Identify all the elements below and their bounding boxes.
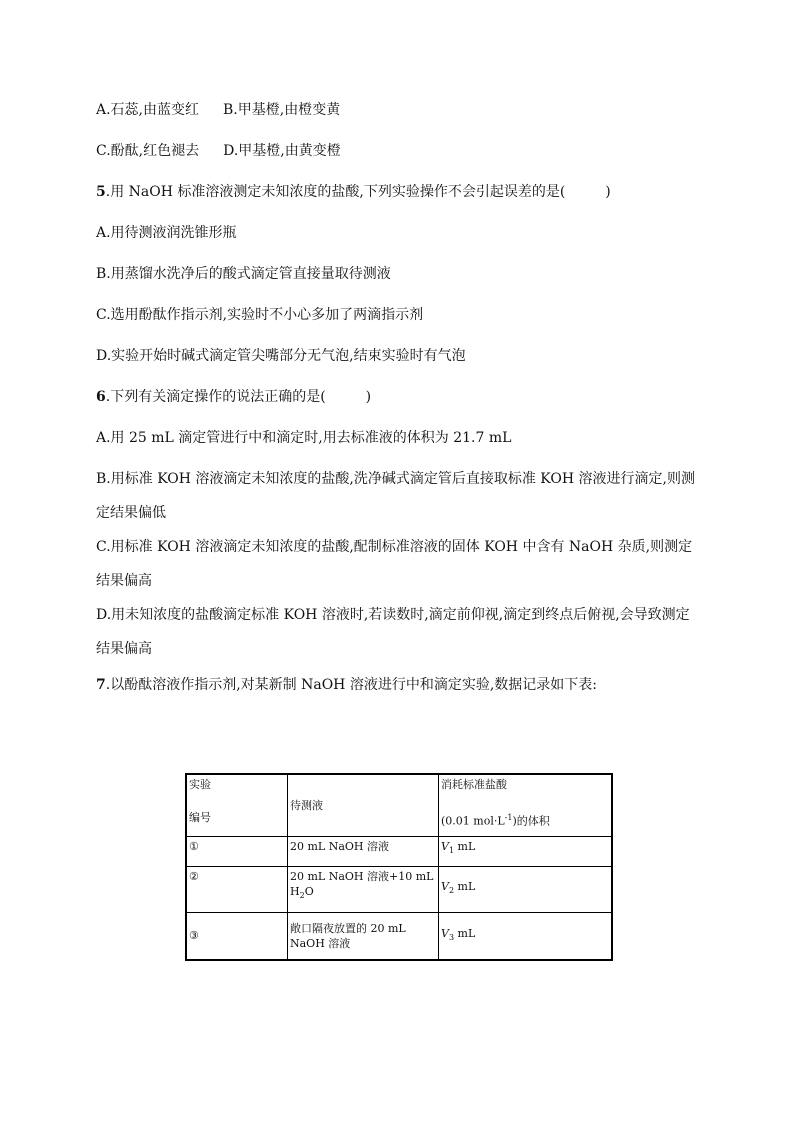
q4-option-c: C.酚酞,红色褪去: [96, 143, 200, 159]
header-acid-unit-sup: -1: [504, 813, 513, 822]
row-2-var: V: [441, 880, 449, 894]
row-1-var: V: [441, 839, 449, 853]
header-acid-volume: [439, 774, 613, 836]
q5-close-paren: ): [605, 184, 611, 200]
header-acid-line2: [441, 810, 609, 829]
header-experiment-line1: 实验: [189, 778, 211, 791]
q4-option-b: B.甲基橙,由橙变黄: [223, 102, 341, 118]
row-3-unit: mL: [454, 927, 476, 941]
row-2-liquid-line1: 20 mL NaOH 溶液+10 mL: [290, 869, 434, 883]
q6-number: 6: [96, 389, 106, 405]
row-2-volume: [439, 866, 613, 912]
header-experiment-number: [186, 774, 288, 836]
q6-stem: [96, 387, 371, 407]
q5-option-a: A.用待测液润洗锥形瓶: [96, 225, 237, 241]
header-test-liquid-text: 待测液: [290, 798, 323, 812]
row-3-liquid-line2: NaOH 溶液: [290, 936, 351, 950]
q5-stem: [96, 182, 611, 202]
table-row: [186, 866, 612, 912]
q5-option-c: C.选用酚酞作指示剂,实验时不小心多加了两滴指示剂: [96, 307, 424, 323]
row-2-liquid: [288, 866, 439, 912]
row-3-volume: [439, 912, 613, 960]
row-1-id: ①: [186, 836, 288, 866]
row-2-o: O: [304, 884, 314, 898]
table-row: [186, 836, 612, 866]
table-header-row: [186, 774, 612, 836]
header-acid-unit-pre: (0.01 mol·L: [441, 814, 505, 828]
table-row: [186, 912, 612, 960]
row-1-volume: [439, 836, 613, 866]
row-2-unit: mL: [454, 880, 476, 894]
row-1-unit: mL: [454, 839, 476, 853]
header-experiment-line2: 编号: [189, 811, 211, 824]
row-2-h2o-sub: 2: [299, 890, 305, 900]
q5-number: 5: [96, 184, 106, 200]
row-3-var: V: [441, 927, 449, 941]
header-test-liquid: [288, 774, 439, 836]
row-3-liquid-line1: 敞口隔夜放置的 20 mL: [290, 921, 406, 935]
row-1-liquid: 20 mL NaOH 溶液: [288, 836, 439, 866]
row-2-h: H: [290, 884, 300, 898]
row-2-liquid-line2: [290, 884, 436, 903]
q7-number: 7: [96, 677, 106, 693]
row-2-id: ②: [186, 866, 288, 912]
header-acid-unit-post: )的体积: [512, 814, 550, 828]
q5-stem-text: .用 NaOH 标准溶液测定未知浓度的盐酸,下列实验操作不会引起误差的是(: [105, 184, 566, 200]
q4-option-row-1: [96, 100, 340, 120]
q5-option-b: B.用蒸馏水洗净后的酸式滴定管直接量取待测液: [96, 266, 391, 282]
header-acid-line1: 消耗标准盐酸: [441, 778, 507, 791]
row-3-id: ③: [186, 912, 288, 960]
q7-stem: [96, 675, 597, 695]
row-1-sub: 1: [448, 845, 455, 855]
q6-option-c: C.用标准 KOH 溶液滴定未知浓度的盐酸,配制标准溶液的固体 KOH 中含有 NaOH 杂质,则测定结果偏高: [96, 539, 693, 589]
q7-stem-text: .以酚酞溶液作指示剂,对某新制 NaOH 溶液进行中和滴定实验,数据记录如下表:: [105, 677, 597, 693]
q6-close-paren: ): [365, 389, 372, 405]
q4-option-row-2: [96, 141, 341, 161]
titration-data-table: [185, 773, 613, 961]
q5-option-d: D.实验开始时碱式滴定管尖嘴部分无气泡,结束实验时有气泡: [96, 348, 466, 364]
row-2-sub: 2: [448, 886, 455, 896]
q6-option-b: B.用标准 KOH 溶液滴定未知浓度的盐酸,洗净碱式滴定管后直接取标准 KOH 溶液进行滴定,则测定结果偏低: [96, 471, 695, 521]
q6-stem-text: .下列有关滴定操作的说法正确的是(: [105, 389, 326, 405]
q4-option-d: D.甲基橙,由黄变橙: [223, 143, 341, 159]
row-3-liquid: [288, 912, 439, 960]
q6-option-a: A.用 25 mL 滴定管进行中和滴定时,用去标准液的体积为 21.7 mL: [96, 430, 512, 446]
q6-option-d: D.用未知浓度的盐酸滴定标准 KOH 溶液时,若读数时,滴定前仰视,滴定到终点后俯视,会导致测定结果偏高: [96, 607, 690, 657]
q4-option-a: A.石蕊,由蓝变红: [96, 102, 200, 118]
row-3-sub: 3: [448, 933, 455, 943]
